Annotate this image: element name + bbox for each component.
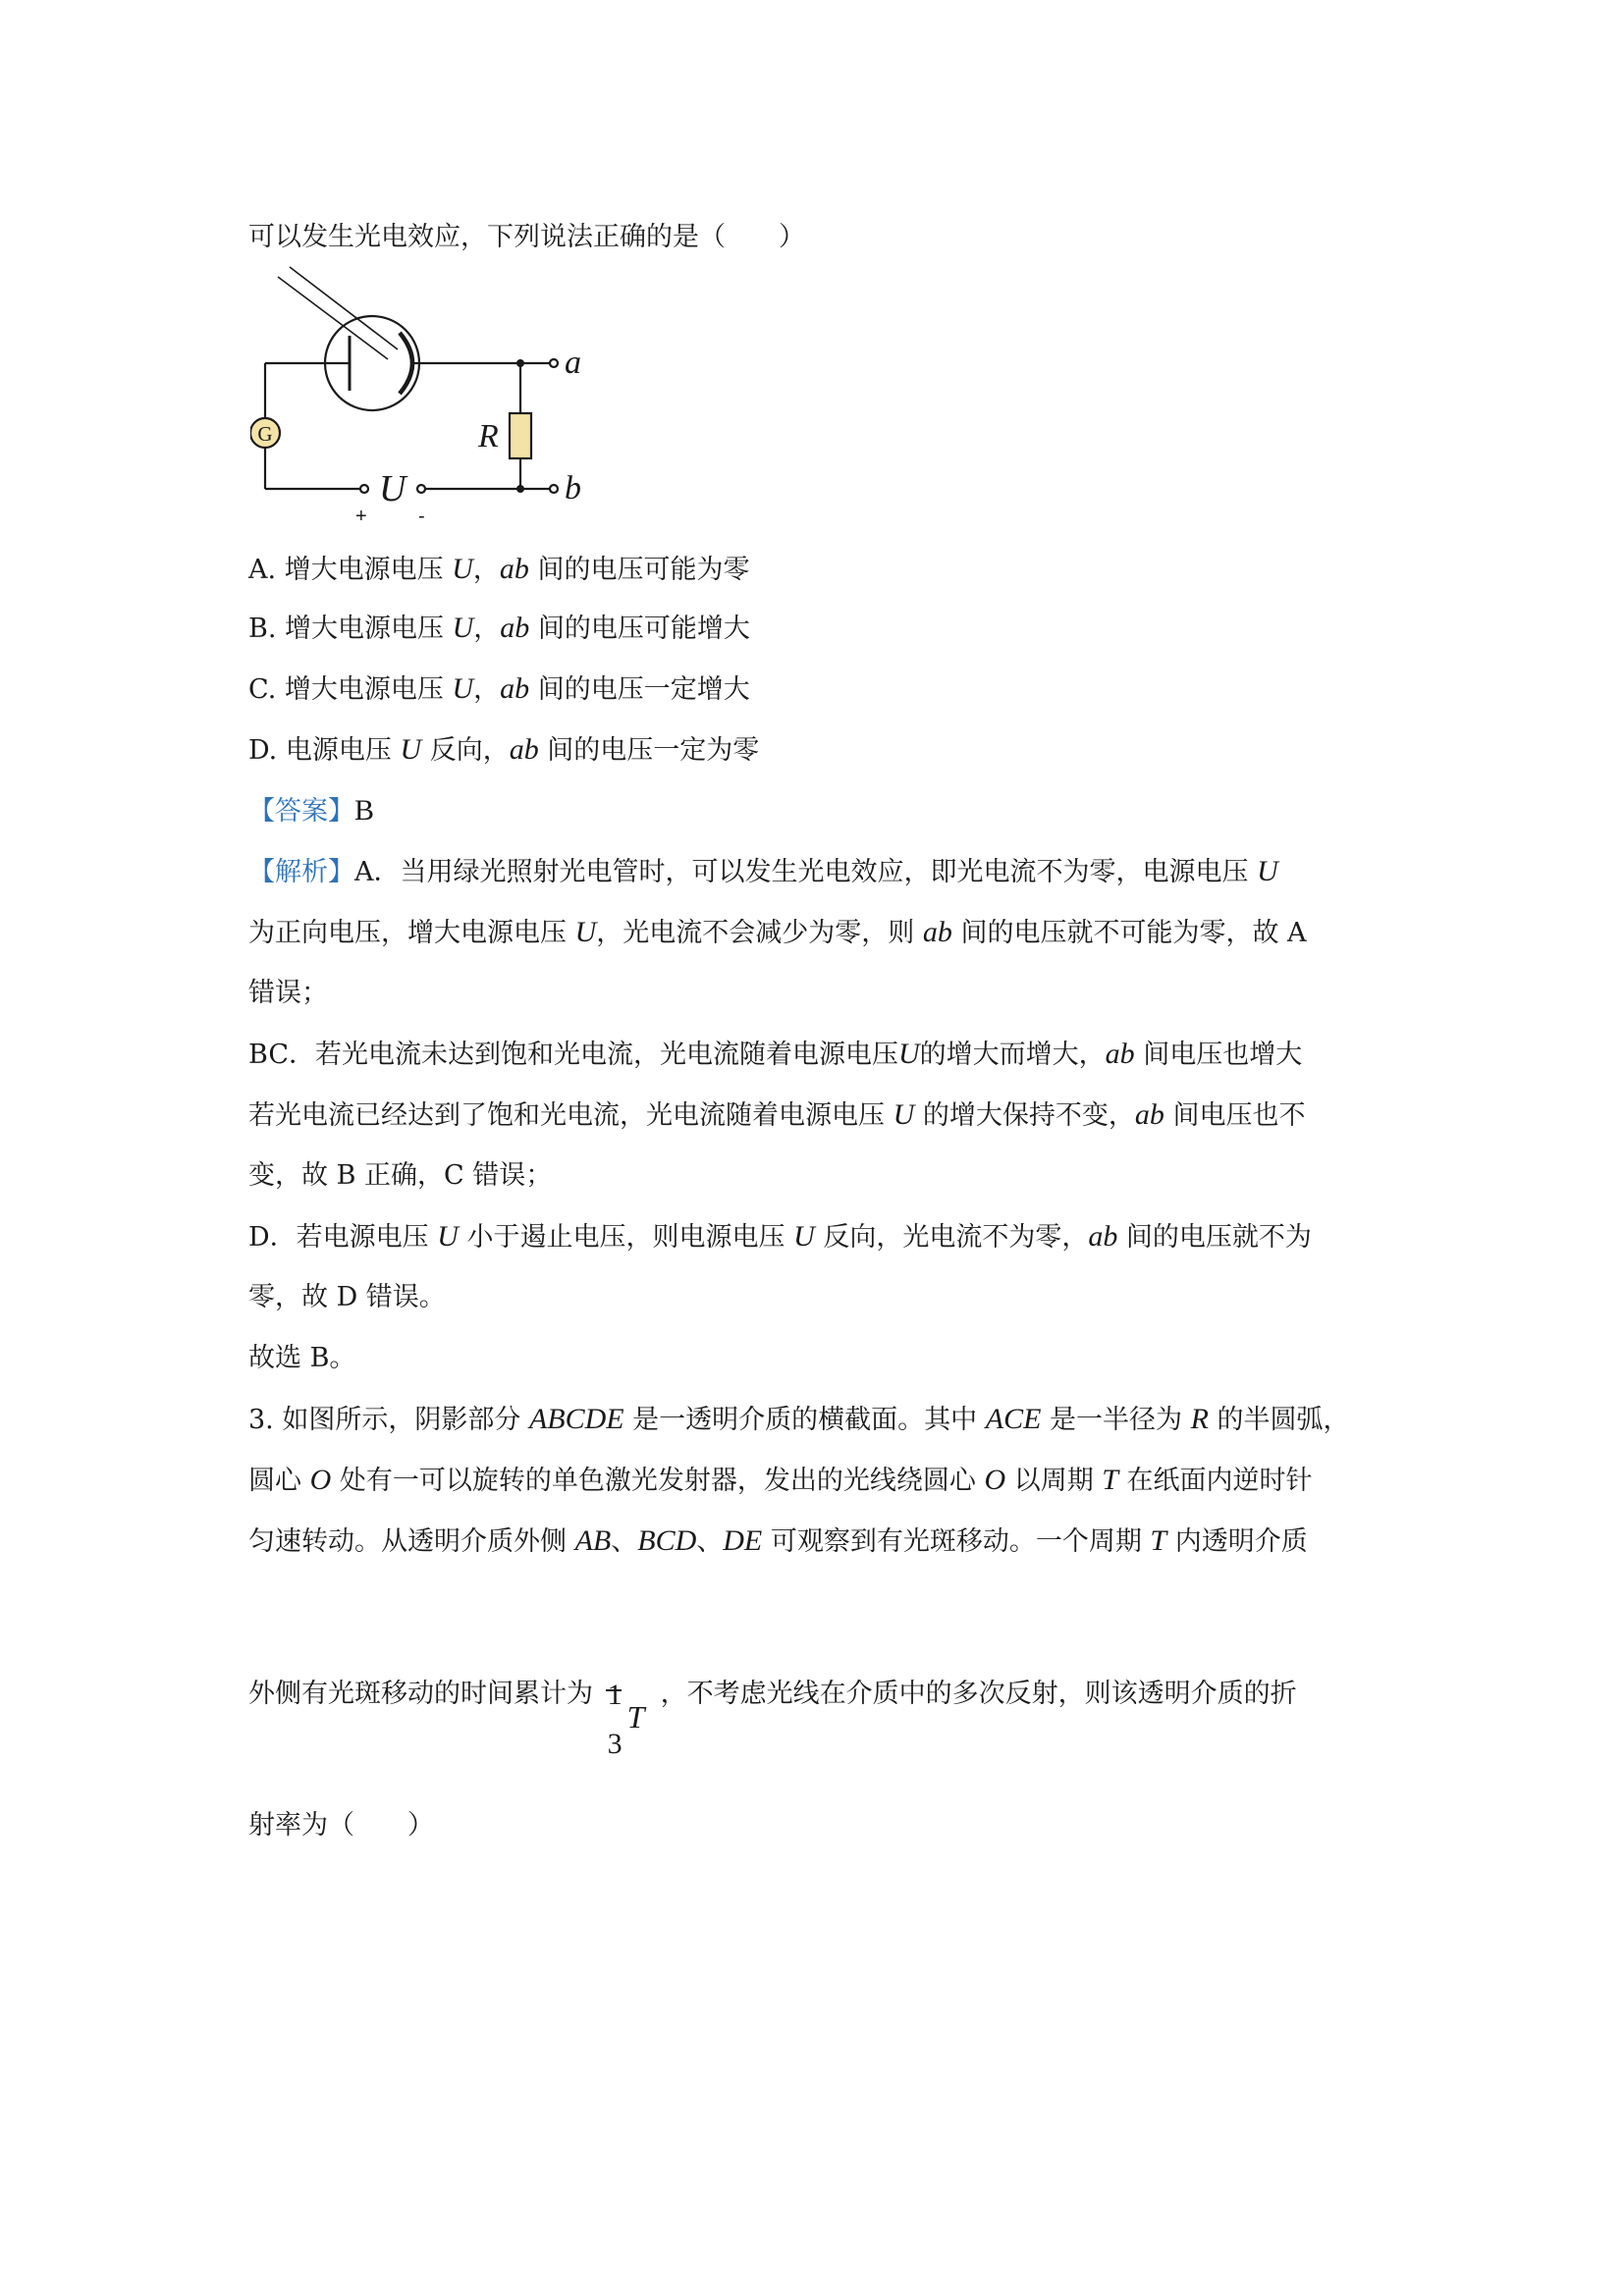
q3-line-1: 3. 如图所示，阴影部分 ABCDE 是一透明介质的横截面。其中 ACE 是一半径为 R 的半圆弧，: [248, 1403, 1350, 1435]
light-ray-1: [278, 277, 388, 359]
junction-top: [516, 359, 524, 367]
analysis-line-5: 若光电流已经达到了饱和光电流，光电流随着电源电压 U 的增大保持不变，ab 间电压也不: [248, 1098, 1306, 1131]
answer-tag: 【答案】: [248, 796, 354, 827]
analysis-line-9: 故选 B。: [248, 1343, 356, 1373]
label-minus: -: [418, 506, 425, 527]
analysis-tag: 【解析】: [248, 857, 354, 887]
junction-bottom: [516, 485, 524, 493]
label-plus: +: [355, 506, 367, 527]
analysis-line-7: D．若电源电压 U 小于遏止电压，则电源电压 U 反向，光电流不为零，ab 间的电压就不为: [248, 1220, 1312, 1253]
galvanometer-label: G: [257, 422, 273, 446]
analysis-line-3: 错误；: [248, 978, 328, 1008]
terminal-b: [550, 485, 558, 493]
fraction-one-third-T: 1 3 T: [607, 1678, 645, 1760]
analysis-line-8: 零，故 D 错误。: [248, 1282, 446, 1312]
question-stem: 可以发生光电效应，下列说法正确的是（ ）: [248, 222, 805, 252]
photoelectric-circuit-diagram: [250, 265, 604, 530]
label-R: R: [478, 418, 499, 454]
analysis-line-2: 为正向电压，增大电源电压 U，光电流不会减少为零，则 ab 间的电压就不可能为零，故 A: [248, 916, 1307, 948]
q3-line-3: 匀速转动。从透明介质外侧 AB、BCD、DE 可观察到有光斑移动。一个周期 T 内透明介质: [248, 1524, 1308, 1557]
answer-line: [248, 791, 374, 831]
q3-line-4: 外侧有光斑移动的时间累计为 1 3 T ，不考虑光线在介质中的多次反射，则该透明介质的折: [248, 1645, 1297, 1743]
cathode: [400, 333, 412, 394]
analysis-line-4: BC．若光电流未达到饱和光电流，光电流随着电源电压U的增大而增大，ab 间电压也增大: [248, 1038, 1303, 1070]
option-c: C. 增大电源电压 U，ab 间的电压一定增大: [248, 672, 750, 705]
terminal-minus: [417, 485, 425, 493]
q3-line-5: 射率为（ ）: [248, 1810, 434, 1841]
light-ray-2: [290, 267, 398, 349]
q3-line-2: 圆心 O 处有一可以旋转的单色激光发射器，发出的光线绕圆心 O 以周期 T 在纸面内逆时针: [248, 1464, 1313, 1496]
option-a: A. 增大电源电压 U，ab 间的电压可能为零: [248, 553, 750, 585]
label-U: U: [379, 468, 406, 509]
resistor: [510, 413, 531, 458]
option-d: D. 电源电压 U 反向，ab 间的电压一定为零: [248, 733, 760, 766]
analysis-line-1: 【解析】A．当用绿光照射光电管时，可以发生光电效应，即光电流不为零，电源电压 U: [248, 855, 1278, 887]
terminal-a: [550, 359, 558, 367]
label-b: b: [565, 470, 581, 507]
terminal-plus: [360, 485, 368, 493]
option-b: B. 增大电源电压 U，ab 间的电压可能增大: [248, 612, 750, 644]
analysis-line-6: 变，故 B 正确，C 错误；: [248, 1160, 553, 1191]
answer-value: B: [354, 794, 375, 827]
label-a: a: [565, 345, 581, 381]
